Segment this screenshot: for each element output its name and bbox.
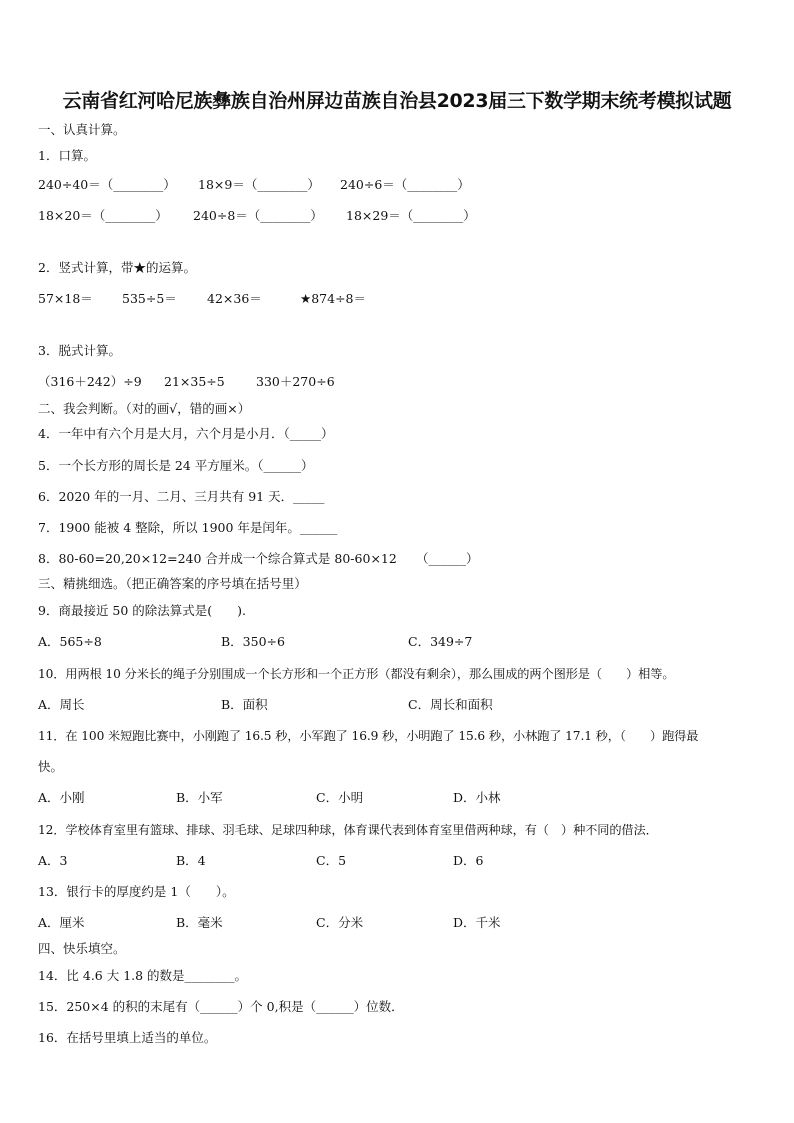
- q13-option: C．分米: [316, 915, 364, 930]
- q12-option: C．5: [316, 853, 347, 868]
- q13-option: A．厘米: [38, 915, 85, 930]
- q1-item: 240÷8＝（________）: [193, 208, 323, 223]
- q4-text: 4．一年中有六个月是大月，六个月是小月．（_____）: [38, 426, 334, 441]
- q3-item: 330＋270÷6: [256, 374, 335, 389]
- q5-text: 5．一个长方形的周长是 24 平方厘米。（______）: [38, 458, 314, 473]
- q11-option: B．小军: [176, 790, 223, 805]
- q1-item: 18×20＝（________）: [38, 208, 168, 223]
- q2-item: ★874÷8＝: [300, 291, 366, 306]
- q1-row-2: [38, 208, 758, 224]
- q13-options: [38, 915, 758, 931]
- q9-options: [38, 634, 758, 650]
- q8-blank: （______）: [416, 551, 479, 566]
- q1-item: 18×29＝（________）: [346, 208, 476, 223]
- q14-text: 14．比 4.6 大 1.8 的数是________。: [38, 968, 248, 983]
- q2-item: 57×18＝: [38, 291, 93, 306]
- q13-stem: 13．银行卡的厚度约是 1（ ）。: [38, 884, 235, 899]
- q1-item: 18×9＝（________）: [198, 177, 320, 192]
- q11-option: A．小刚: [38, 790, 85, 805]
- q13-option: D．千米: [453, 915, 501, 930]
- section-3-heading: 三、精挑细选。（把正确答案的序号填在括号里）: [38, 576, 307, 591]
- q1-label: 1．口算。: [38, 148, 96, 163]
- q3-item: （316＋242）÷9: [38, 374, 142, 389]
- q7-text: 7．1900 能被 4 整除，所以 1900 年是闰年。______: [38, 520, 338, 535]
- q12-option: D．6: [453, 853, 484, 868]
- q11-stem-line-1: 11．在 100 米短跑比赛中，小刚跑了 16.5 秒，小军跑了 16.9 秒，小明跑了 15.6 秒，小林跑了 17.1 秒，（ ）跑得最: [38, 729, 699, 743]
- q12-option: A．3: [38, 853, 68, 868]
- exam-title: 云南省红河哈尼族彝族自治州屏边苗族自治县2023届三下数学期末统考模拟试题: [62, 90, 732, 112]
- section-2-heading: 二、我会判断。（对的画√，错的画×）: [38, 401, 251, 416]
- q10-stem: 10．用两根 10 分米长的绳子分别围成一个长方形和一个正方形（都没有剩余），那么围成的两个图形是（ ）相等。: [38, 667, 675, 681]
- q11-option: D．小林: [453, 790, 501, 805]
- q12-stem: 12．学校体育室里有篮球、排球、羽毛球、足球四种球，体育课代表到体育室里借两种球，有（ ）种不同的借法．: [38, 823, 658, 837]
- q2-item: 42×36＝: [207, 291, 262, 306]
- q8-line: [38, 551, 758, 567]
- q10-options: [38, 697, 758, 713]
- q10-option: B．面积: [221, 697, 268, 712]
- q1-row-1: [38, 177, 758, 193]
- q2-items: [38, 291, 758, 307]
- q3-items: [38, 374, 758, 390]
- q12-option: B．4: [176, 853, 206, 868]
- q2-item: 535÷5＝: [122, 291, 177, 306]
- q11-stem-line-2: 快。: [38, 759, 64, 774]
- q9-stem: 9．商最接近 50 的除法算式是( ).: [38, 603, 247, 618]
- q1-item: 240÷40＝（________）: [38, 177, 176, 192]
- q13-option: B．毫米: [176, 915, 223, 930]
- section-4-heading: 四、快乐填空。: [38, 941, 126, 956]
- q6-text: 6．2020 年的一月、二月、三月共有 91 天．_____: [38, 489, 325, 504]
- q3-item: 21×35÷5: [164, 374, 225, 389]
- q11-option: C．小明: [316, 790, 364, 805]
- q12-options: [38, 853, 758, 869]
- q3-label: 3．脱式计算。: [38, 343, 121, 358]
- q8-text: 8．80-60=20,20×12=240 合并成一个综合算式是 80-60×12: [38, 551, 397, 566]
- q11-options: [38, 790, 758, 806]
- q9-option: B．350÷6: [221, 634, 285, 649]
- q15-text: 15．250×4 的积的末尾有（______）个 0,积是（______）位数．: [38, 999, 404, 1014]
- q2-label: 2．竖式计算，带★的运算。: [38, 260, 196, 275]
- q9-option: A．565÷8: [38, 634, 102, 649]
- q10-option: C．周长和面积: [408, 697, 493, 712]
- q16-text: 16．在括号里填上适当的单位。: [38, 1030, 217, 1045]
- section-1-heading: 一、认真计算。: [38, 122, 126, 137]
- q9-option: C．349÷7: [408, 634, 473, 649]
- q10-option: A．周长: [38, 697, 85, 712]
- q1-item: 240÷6＝（________）: [340, 177, 470, 192]
